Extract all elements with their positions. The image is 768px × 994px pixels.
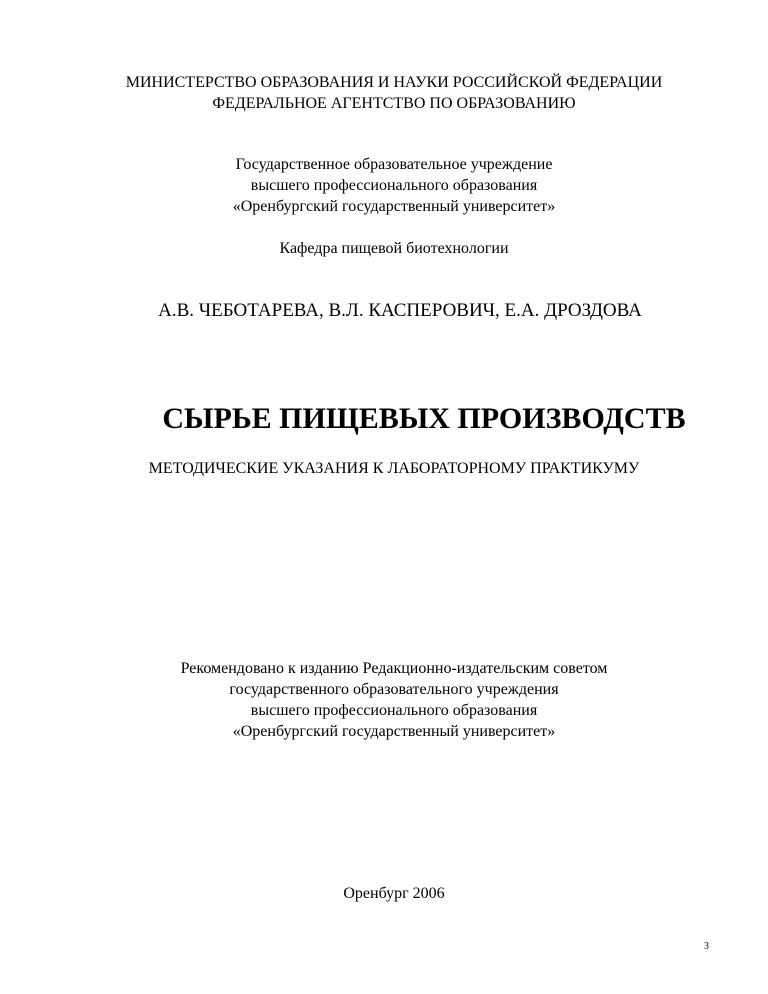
department-name — [10, 238, 768, 259]
ministry-line: МИНИСТЕРСТВО ОБРАЗОВАНИЯ И НАУКИ РОССИЙСКОЙ ФЕДЕРАЦИИ — [125, 74, 663, 91]
department-line: Кафедра пищевой биотехнологии — [279, 240, 509, 257]
recommendation-line: Рекомендовано к изданию Редакционно-издательским советом — [180, 660, 608, 677]
document-title — [40, 400, 768, 438]
document-subtitle — [10, 458, 768, 479]
city-year — [10, 883, 768, 904]
institution-line: высшего профессионального образования — [250, 177, 538, 194]
agency-line: ФЕДЕРАЛЬНОЕ АГЕНТСТВО ПО ОБРАЗОВАНИЮ — [212, 95, 576, 112]
authors-text: А.В. ЧЕБОТАРЕВА, В.Л. КАСПЕРОВИЧ, Е.А. ДРОЗДОВА — [158, 300, 642, 321]
ministry-header — [10, 72, 768, 114]
authors-line — [16, 299, 768, 323]
recommendation-line: «Оренбургский государственный университет» — [232, 723, 556, 740]
title-text: СЫРЬЕ ПИЩЕВЫХ ПРОИЗВОДСТВ — [162, 402, 686, 435]
institution-line: Государственное образовательное учреждение — [235, 156, 553, 173]
institution-line: «Оренбургский государственный университет» — [232, 198, 556, 215]
recommendation-line: государственного образовательного учреждения — [229, 681, 559, 698]
page-number: 3 — [704, 941, 709, 952]
institution-name — [10, 154, 768, 217]
subtitle-text: МЕТОДИЧЕСКИЕ УКАЗАНИЯ К ЛАБОРАТОРНОМУ ПРАКТИКУМУ — [148, 460, 640, 477]
recommendation-line: высшего профессионального образования — [250, 702, 538, 719]
recommendation-note — [10, 658, 768, 742]
city-year-text: Оренбург 2006 — [343, 885, 445, 902]
